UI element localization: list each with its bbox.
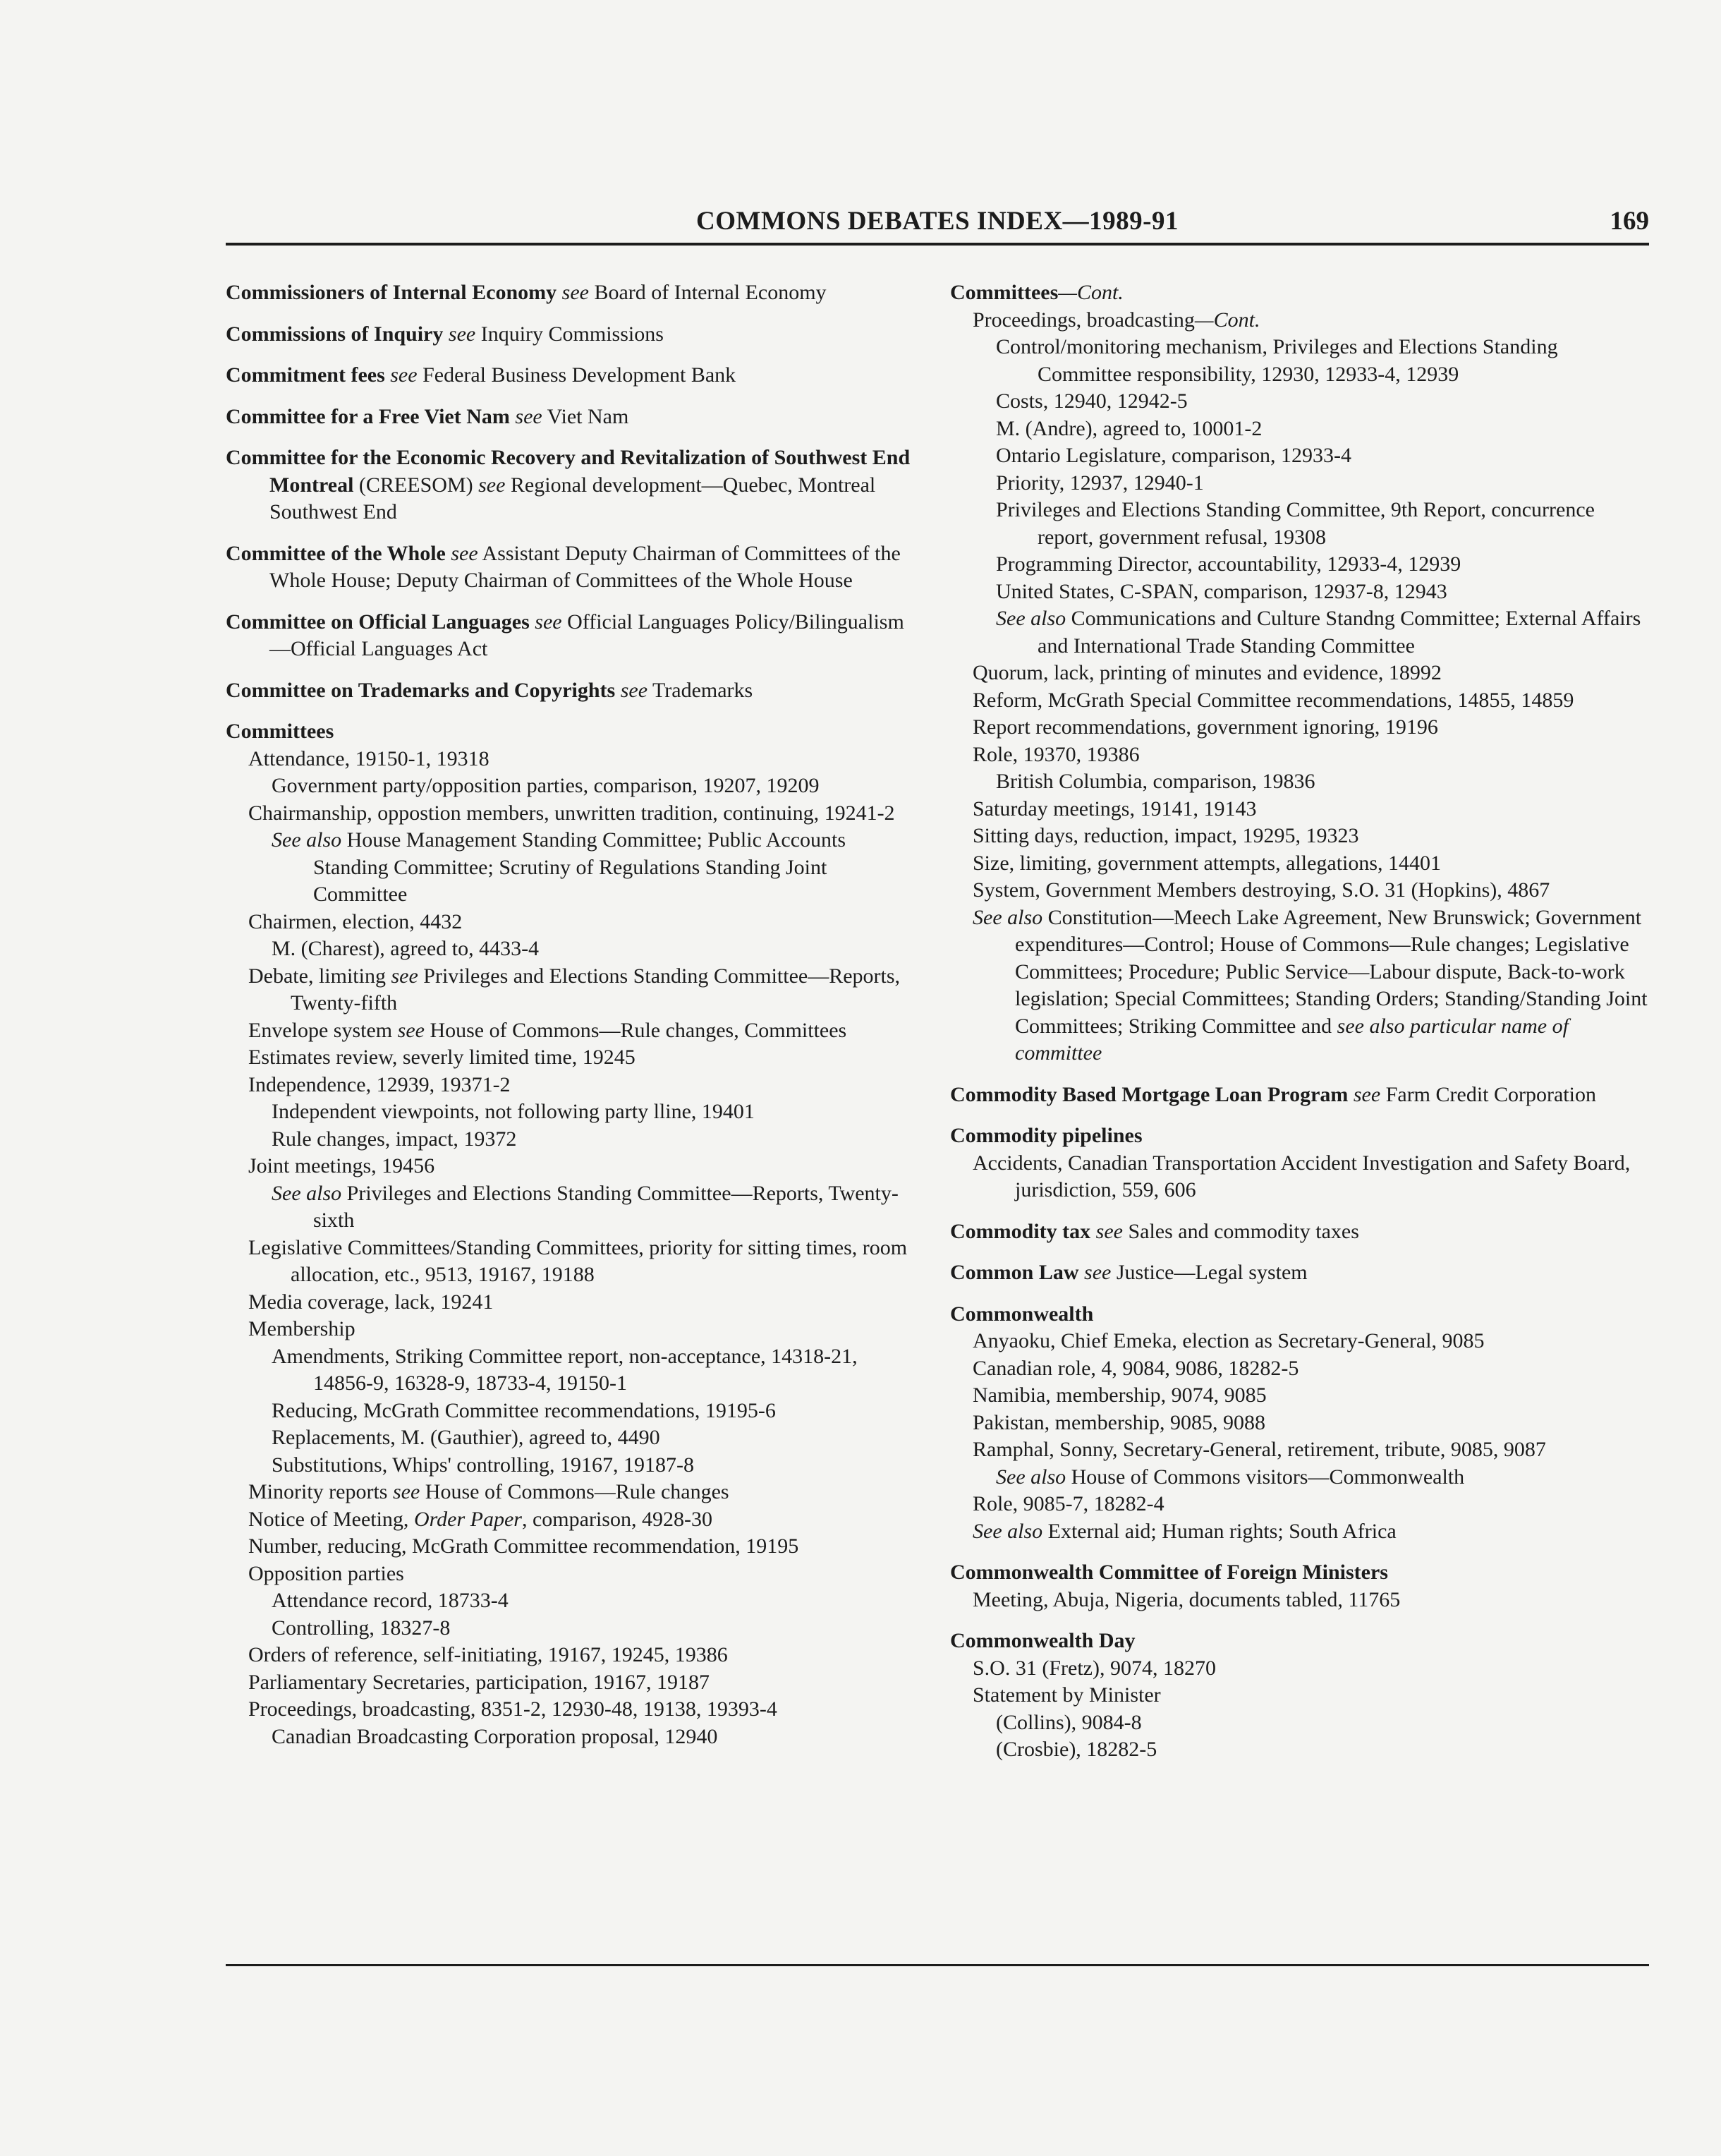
index-subentry — [226, 1072, 917, 1099]
entry-text: Attendance, 19150-1, 19318 — [248, 746, 489, 770]
entry-text: see — [397, 1018, 425, 1042]
index-heading — [226, 279, 917, 307]
entry-text: Controlling, 18327-8 — [272, 1616, 451, 1640]
index-subentry — [950, 687, 1648, 715]
entry-text: see — [391, 964, 418, 988]
header-rule — [226, 243, 1649, 246]
entry-text: Role, 9085-7, 18282-4 — [973, 1492, 1164, 1515]
index-subentry — [226, 1126, 917, 1153]
index-subentry — [226, 1615, 917, 1642]
index-heading — [950, 1301, 1648, 1328]
index-heading — [226, 718, 917, 746]
entry-text: Committees — [226, 720, 334, 743]
entry-text: Communications and Culture Standng Committee; External Affairs and International Trade Standing Committee — [1038, 607, 1641, 658]
index-subentry — [226, 1235, 917, 1289]
index-subentry — [226, 1289, 917, 1316]
index-subentry — [950, 1682, 1648, 1709]
entry-text: see — [445, 541, 478, 565]
index-heading — [226, 404, 917, 431]
entry-text: Pakistan, membership, 9085, 9088 — [973, 1410, 1265, 1434]
entry-text: Rule changes, impact, 19372 — [272, 1127, 517, 1151]
entry-text: —Cont. — [1194, 308, 1260, 332]
entry-text: Commonwealth Day — [950, 1629, 1136, 1652]
entry-text: Commodity tax — [950, 1219, 1091, 1243]
entry-text: see — [392, 1480, 420, 1503]
index-subentry — [950, 1491, 1648, 1518]
entry-text: Farm Credit Corporation — [1380, 1082, 1596, 1106]
index-column-left — [226, 279, 917, 1750]
entry-text: Control/monitoring mechanism, Privileges and Elections Standing Committee responsibility, 12930, 12933-4, 12939 — [996, 335, 1558, 386]
entry-text: M. (Charest), agreed to, 4433-4 — [272, 937, 540, 960]
entry-text: Board of Internal Economy — [588, 281, 827, 304]
entry-text: —Cont. — [1058, 281, 1124, 304]
entry-text: Committee for the Economic Recovery and Revitalization of Southwest End Montreal — [226, 446, 911, 497]
entry-text: House of Commons—Rule changes — [420, 1480, 729, 1503]
index-subentry — [226, 1180, 917, 1235]
entry-text: Estimates review, severly limited time, 19245 — [248, 1046, 636, 1069]
entry-text: Commodity Based Mortgage Loan Program — [950, 1082, 1349, 1106]
entry-text: House of Commons visitors—Commonwealth — [1066, 1465, 1465, 1489]
entry-text: Privileges and Elections Standing Committee, 9th Report, concurrence report, government refusal, 19308 — [996, 498, 1595, 549]
index-subentry — [226, 1424, 917, 1452]
index-heading — [950, 279, 1648, 307]
index-heading — [950, 1559, 1648, 1587]
index-heading — [950, 1259, 1648, 1287]
index-heading — [950, 1218, 1648, 1246]
running-title: COMMONS DEBATES INDEX—1989-91 — [696, 207, 1179, 236]
index-subentry — [950, 741, 1648, 769]
index-subentry — [950, 1382, 1648, 1410]
entry-text: Statement by Minister — [973, 1683, 1161, 1707]
entry-text: Commissioners of Internal Economy — [226, 281, 557, 304]
entry-text: Official Languages Policy/Bilingualism—Official Languages Act — [269, 610, 904, 660]
entry-text: Reform, McGrath Special Committee recommendations, 14855, 14859 — [973, 688, 1574, 712]
entry-text: Trademarks — [647, 678, 753, 702]
entry-text: Media coverage, lack, 19241 — [248, 1290, 494, 1314]
entry-text: Ramphal, Sonny, Secretary-General, retirement, tribute, 9085, 9087 — [973, 1438, 1546, 1461]
entry-text: Committees — [950, 281, 1059, 304]
index-heading — [226, 321, 917, 349]
index-subentry — [226, 1587, 917, 1615]
index-subentry — [950, 388, 1648, 416]
entry-text: Amendments, Striking Committee report, non-acceptance, 14318-21, 14856-9, 16328-9, 18733-4, 19150-1 — [272, 1344, 858, 1395]
entry-text: Privileges and Elections Standing Committee—Reports, Twenty-sixth — [313, 1181, 899, 1232]
entry-text: See also — [996, 1465, 1066, 1489]
index-subentry — [226, 1696, 917, 1724]
entry-text: , comparison, 4928-30 — [521, 1507, 712, 1531]
entry-text: Independent viewpoints, not following party lline, 19401 — [272, 1100, 755, 1123]
entry-text: Substitutions, Whips' controlling, 19167, 19187-8 — [272, 1453, 695, 1477]
index-subentry — [950, 660, 1648, 687]
index-subentry — [226, 1669, 917, 1697]
entry-text: Canadian Broadcasting Corporation proposal, 12940 — [272, 1724, 718, 1748]
index-subentry — [950, 334, 1648, 388]
index-subentry — [950, 497, 1648, 551]
entry-text: Attendance record, 18733-4 — [272, 1589, 509, 1612]
entry-text: Privileges and Elections Standing Committee—Reports, Twenty-fifth — [291, 964, 901, 1015]
page-number: 169 — [1610, 207, 1649, 236]
entry-text: Regional development—Quebec, Montreal Southwest End — [269, 473, 876, 523]
entry-text: Viet Nam — [542, 404, 629, 428]
index-subentry — [950, 416, 1648, 443]
index-subentry — [950, 470, 1648, 497]
entry-text: (Crosbie), 18282-5 — [996, 1738, 1157, 1761]
index-subentry — [950, 850, 1648, 878]
index-subentry — [950, 904, 1648, 1067]
entry-text: Proceedings, broadcasting, 8351-2, 12930-48, 19138, 19393-4 — [248, 1697, 777, 1721]
entry-text: Committee for a Free Viet Nam — [226, 404, 510, 428]
index-subentry — [226, 963, 917, 1017]
entry-text: Legislative Committees/Standing Committees, priority for sitting times, room allocation, etc., 9513, 19167, 19188 — [248, 1235, 908, 1286]
entry-text: Anyaoku, Chief Emeka, election as Secretary-General, 9085 — [973, 1329, 1485, 1352]
entry-text: see — [478, 473, 506, 497]
entry-text: see — [1090, 1219, 1123, 1243]
entry-text: Sitting days, reduction, impact, 19295, 19323 — [973, 824, 1359, 847]
entry-text: Minority reports — [248, 1480, 393, 1503]
entry-text: Commissions of Inquiry — [226, 322, 444, 346]
entry-text: Notice of Meeting, — [248, 1507, 414, 1531]
entry-text: Number, reducing, McGrath Committee recommendation, 19195 — [248, 1534, 799, 1558]
index-subentry — [950, 442, 1648, 470]
entry-text: see — [443, 322, 476, 346]
index-subentry — [950, 579, 1648, 606]
entry-text: Government party/opposition parties, comparison, 19207, 19209 — [272, 774, 820, 797]
entry-text: Replacements, M. (Gauthier), agreed to, 4490 — [272, 1426, 660, 1449]
index-subentry — [950, 1709, 1648, 1737]
index-heading — [226, 677, 917, 705]
entry-text: System, Government Members destroying, S.O. 31 (Hopkins), 4867 — [973, 878, 1550, 902]
index-subentry — [950, 796, 1648, 823]
entry-text: House Management Standing Committee; Public Accounts Standing Committee; Scrutiny of Regulations Standing Joint Committee — [313, 828, 846, 906]
index-subentry — [950, 768, 1648, 796]
index-subentry — [950, 1587, 1648, 1614]
entry-text: Accidents, Canadian Transportation Accident Investigation and Safety Board, jurisdiction, 559, 606 — [973, 1151, 1631, 1201]
entry-text: British Columbia, comparison, 19836 — [996, 770, 1315, 793]
index-subentry — [950, 1655, 1648, 1683]
index-subentry — [950, 551, 1648, 579]
index-column-right — [950, 279, 1648, 1764]
entry-text: Constitution—Meech Lake Agreement, New Brunswick; Government expenditures—Control; House of Commons—Rule changes; Legislative Committees; Procedure; Public Service—Labour dispute, Back-to-work legislation; Special Committees; Standing Orders; Standing/Standing Joint Committees; Striking Committee and — [1015, 905, 1648, 1038]
entry-text: see — [509, 404, 542, 428]
index-heading — [950, 1628, 1648, 1655]
entry-text: Chairmanship, oppostion members, unwritten tradition, continuing, 19241-2 — [248, 801, 895, 825]
entry-text: Commonwealth Committee of Foreign Ministers — [950, 1561, 1388, 1584]
entry-text: Commodity pipelines — [950, 1124, 1143, 1147]
entry-text: (Collins), 9084-8 — [996, 1710, 1142, 1734]
index-subentry — [226, 1452, 917, 1479]
index-subentry — [226, 746, 917, 773]
index-subentry — [950, 1355, 1648, 1383]
entry-text: Quorum, lack, printing of minutes and evidence, 18992 — [973, 661, 1442, 684]
entry-text: See also — [996, 607, 1066, 630]
entry-text: See also — [272, 828, 342, 852]
index-subentry — [226, 1506, 917, 1534]
index-subentry — [950, 877, 1648, 904]
index-subentry — [950, 1410, 1648, 1437]
index-subentry — [950, 1150, 1648, 1204]
index-subentry — [226, 1316, 917, 1343]
entry-text: Costs, 12940, 12942-5 — [996, 389, 1188, 413]
entry-text: Size, limiting, government attempts, allegations, 14401 — [973, 851, 1442, 875]
index-heading — [226, 609, 917, 663]
entry-text: Envelope system — [248, 1018, 398, 1042]
index-subentry — [950, 1328, 1648, 1355]
index-subentry — [950, 1518, 1648, 1546]
entry-text: Joint meetings, 19456 — [248, 1154, 435, 1177]
entry-text: Role, 19370, 19386 — [973, 742, 1140, 766]
entry-text: Inquiry Commissions — [475, 322, 664, 346]
index-subentry — [950, 823, 1648, 850]
index-subentry — [950, 1436, 1648, 1464]
entry-text: Commonwealth — [950, 1302, 1094, 1326]
entry-text: Proceedings, broadcasting — [973, 308, 1195, 332]
page-header — [226, 206, 1649, 240]
index-heading — [226, 540, 917, 595]
entry-text: House of Commons—Rule changes, Committees — [424, 1018, 847, 1042]
index-subentry — [226, 1398, 917, 1425]
index-subentry — [226, 1153, 917, 1180]
index-heading — [226, 362, 917, 389]
entry-text: See also — [973, 905, 1043, 929]
index-subentry — [226, 1044, 917, 1072]
index-heading — [226, 444, 917, 526]
entry-text: Debate, limiting — [248, 964, 391, 988]
index-subentry — [226, 1642, 917, 1669]
entry-text: Assistant Deputy Chairman of Committees of the Whole House; Deputy Chairman of Committees of the Whole House — [269, 541, 901, 592]
entry-text: Priority, 12937, 12940-1 — [996, 471, 1204, 495]
index-subentry — [226, 1724, 917, 1751]
entry-text: Independence, 12939, 19371-2 — [248, 1072, 511, 1096]
entry-text: Sales and commodity taxes — [1122, 1219, 1359, 1243]
index-subentry — [950, 1464, 1648, 1491]
entry-text: Membership — [248, 1317, 355, 1340]
entry-text: Meeting, Abuja, Nigeria, documents tabled, 11765 — [973, 1587, 1401, 1611]
entry-text: see also particular name of committee — [1015, 1014, 1569, 1065]
index-subentry — [226, 935, 917, 963]
entry-text: Ontario Legislature, comparison, 12933-4 — [996, 444, 1352, 467]
entry-text: Canadian role, 4, 9084, 9086, 18282-5 — [973, 1356, 1299, 1380]
index-heading — [950, 1082, 1648, 1109]
entry-text: see — [529, 610, 562, 634]
entry-text: Programming Director, accountability, 12933-4, 12939 — [996, 552, 1461, 576]
index-subentry — [226, 1343, 917, 1398]
entry-text: Common Law — [950, 1261, 1079, 1284]
entry-text: see — [1078, 1261, 1112, 1284]
entry-text: Reducing, McGrath Committee recommendations, 19195-6 — [272, 1398, 776, 1422]
entry-text: S.O. 31 (Fretz), 9074, 18270 — [973, 1656, 1216, 1680]
entry-text: see — [384, 363, 418, 387]
index-subentry — [950, 605, 1648, 660]
entry-text: Commitment fees — [226, 363, 385, 387]
entry-text: United States, C-SPAN, comparison, 12937-8, 12943 — [996, 579, 1447, 603]
index-subentry — [226, 800, 917, 828]
entry-text: External aid; Human rights; South Africa — [1042, 1519, 1397, 1543]
index-subentry — [226, 827, 917, 909]
index-heading — [950, 1122, 1648, 1150]
entry-text: Report recommendations, government ignoring, 19196 — [973, 715, 1438, 739]
index-subentry — [950, 1736, 1648, 1764]
entry-text: Order Paper — [413, 1507, 522, 1531]
index-subentry — [226, 773, 917, 800]
entry-text: Committee on Trademarks and Copyrights — [226, 678, 616, 702]
index-subentry — [226, 1479, 917, 1506]
entry-text: Namibia, membership, 9074, 9085 — [973, 1383, 1267, 1407]
entry-text: see — [615, 678, 648, 702]
entry-text: See also — [272, 1181, 342, 1205]
entry-text: Saturday meetings, 19141, 19143 — [973, 797, 1257, 820]
entry-text: Justice—Legal system — [1111, 1261, 1308, 1284]
entry-text: See also — [973, 1519, 1043, 1543]
entry-text: Chairmen, election, 4432 — [248, 909, 463, 933]
index-subentry — [226, 1533, 917, 1561]
entry-text: Opposition parties — [248, 1561, 404, 1585]
entry-text: Committee of the Whole — [226, 541, 446, 565]
index-subentry — [226, 1561, 917, 1588]
entry-text: Committee on Official Languages — [226, 610, 530, 634]
entry-text: see — [1348, 1082, 1381, 1106]
entry-text: Orders of reference, self-initiating, 19167, 19245, 19386 — [248, 1643, 728, 1666]
entry-text: Federal Business Development Bank — [417, 363, 736, 387]
entry-text: M. (Andre), agreed to, 10001-2 — [996, 416, 1263, 440]
index-subentry — [226, 909, 917, 936]
entry-text: Parliamentary Secretaries, participation, 19167, 19187 — [248, 1670, 710, 1694]
footer-rule — [226, 1964, 1649, 1966]
entry-text: (CREESOM) — [353, 473, 479, 497]
index-subentry — [950, 307, 1648, 334]
entry-text: see — [557, 281, 589, 304]
index-subentry — [226, 1098, 917, 1126]
index-subentry — [950, 714, 1648, 741]
index-subentry — [226, 1017, 917, 1045]
